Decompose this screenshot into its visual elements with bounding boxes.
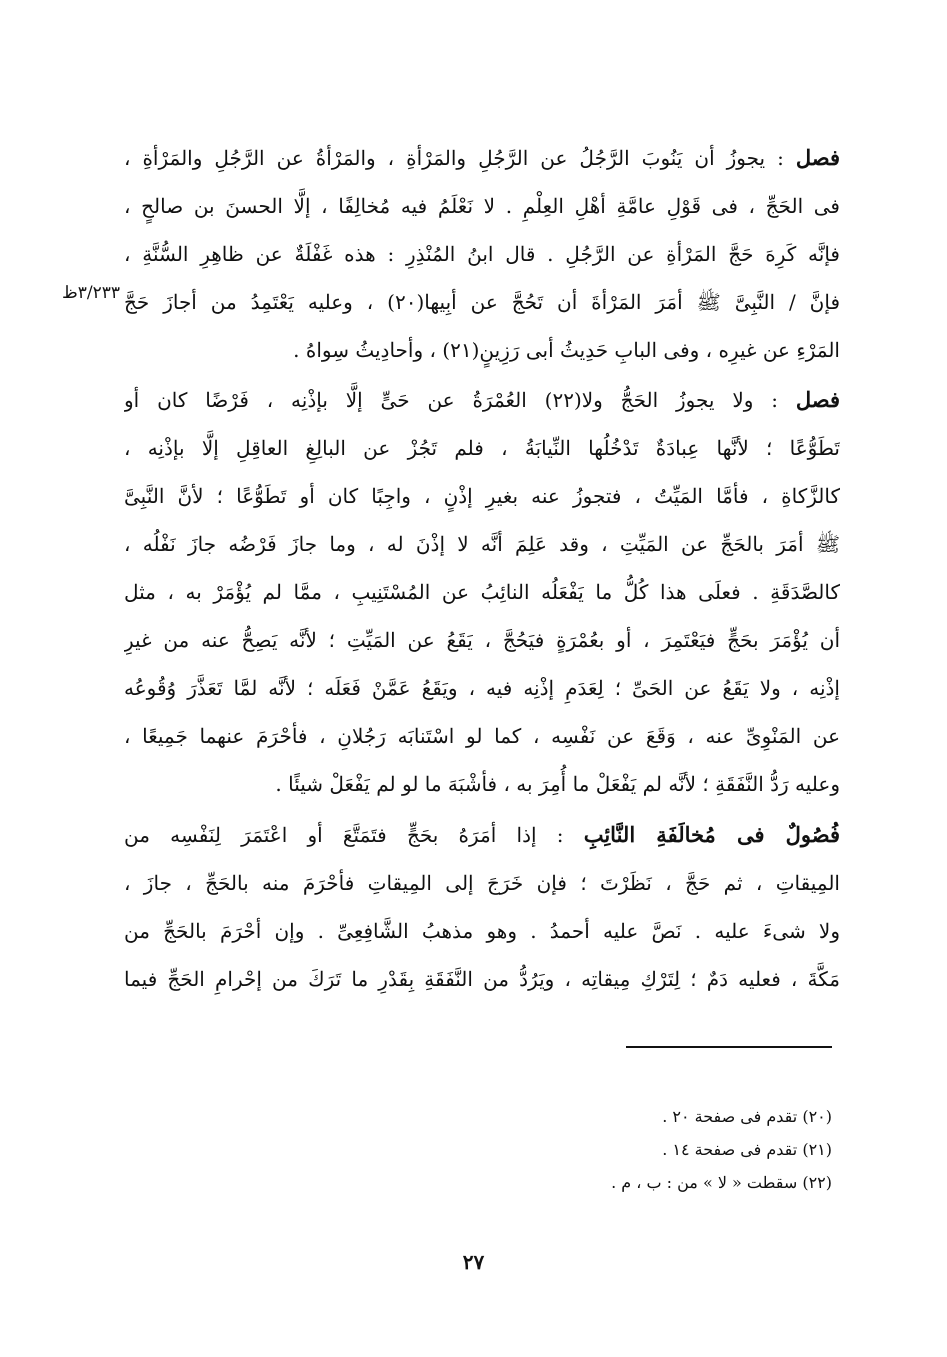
- footnote-divider: [626, 1046, 832, 1048]
- text-line: وعليه رَدُّ النَّفَقَةِ ؛ لأنَّه لم يَفْعَلْ ما أُمِرَ به ، فأشْبَهَ ما لو لم يَفْعَلْ شيئًا .: [275, 772, 840, 796]
- paragraph-2: [124, 376, 840, 808]
- text-line: ﷺ أمَرَ بالحَجِّ عن المَيِّتِ ، وقد عَلِمَ أنَّه لا إذْنَ له ، وما جازَ فَرْضُه جازَ نَفْلُه ،: [124, 532, 840, 556]
- paragraph-3: [124, 811, 840, 1003]
- footnotes: [611, 1100, 832, 1199]
- line-text: : يجوزُ أن يَنُوبَ الرَّجُلُ عن الرَّجُلِ والمَرْأةِ ، والمَرْأةُ عن الرَّجُلِ والمَرْأةِ ،: [124, 146, 784, 170]
- line-text: : إذا أمَرَهُ بحَجٍّ فتَمَتَّعَ أو اعْتَمَرَ لِنَفْسِه من: [124, 823, 564, 847]
- text-line: كالزَّكاةِ ، فأمَّا المَيِّتُ ، فتجوزُ عنه بغيرِ إذْنٍ ، واجِبًا كان أو تَطَوُّعًا ؛ لأنَّ النَّبِىَّ: [124, 484, 840, 508]
- section-heading: فصل: [795, 145, 840, 170]
- text-line: [124, 811, 840, 859]
- text-line: المِيقاتِ ، ثم حَجَّ ، نَظَرْتَ ؛ فإن خَرَجَ إلى المِيقاتِ فأحْرَمَ منه بالحَجِّ ، جازَ ،: [124, 871, 840, 895]
- text-line: [124, 134, 840, 182]
- paragraph-1: [124, 134, 840, 374]
- text-line: كالصَّدَقَةِ . فعلَى هذا كُلُّ ما يَفْعَلُه النائِبُ عن المُسْتَنِيبِ ، ممَّا لم يُؤْمَرْ به ، مثل: [124, 580, 840, 604]
- text-line: عن المَنْوِىِّ عنه ، وَقَعَ عن نَفْسِه ، كما لو اسْتَنابَه رَجُلانِ ، فأحْرَمَ عنهما جَمِيعًا ،: [124, 724, 840, 748]
- section-heading: فُصُولٌ فى مُخالَفَةِ النَّائِبِ: [583, 822, 840, 847]
- text-line: أن يُؤْمَرَ بحَجٍّ فيَعْتَمِرَ ، أو بعُمْرَةٍ فيَحُجَّ ، يَقَعُ عن المَيِّتِ ؛ لأنَّه يَصِحُّ عنه من غيرِ: [124, 628, 840, 652]
- margin-note: ٣/٢٣٣ظ: [62, 283, 120, 303]
- text-line: فى الحَجِّ ، فى قَوْلِ عامَّةِ أهْلِ العِلْمِ . لا نَعْلَمُ فيه مُخالِفًا ، إلَّا الحسنَ بن صالحٍ ،: [124, 194, 840, 218]
- text-line: إذْنِه ، ولا يَقَعُ عن الحَىِّ ؛ لِعَدَمِ إذْنِه فيه ، ويَقَعُ عَمَّنْ فَعَلَه ؛ لأنَّه لمَّا تَعَذَّرَ وُقُوعُه: [124, 676, 840, 700]
- footnote: (٢١) تقدم فى صفحة ١٤ .: [662, 1140, 832, 1159]
- text-line: فإنَّ / النَّبِىَّ ﷺ أمَرَ المَرْأةَ أن تَحُجَّ عن أبِيها(٢٠) ، وعليه يَعْتَمِدُ من أجازَ حَجَّ: [124, 290, 840, 314]
- section-heading: فصل: [795, 387, 840, 412]
- text-line: مَكَّةَ ، فعليه دَمٌ ؛ لِتَرْكِ مِيقاتِه ، ويَرُدُّ من النَّفَقَةِ بِقَدْرِ ما تَرَكَ من إحْرامِ الحَجِّ فيما: [124, 967, 840, 991]
- text-line: تَطَوُّعًا ؛ لأنَّها عِبادَةٌ تَدْخُلُها النِّيابَةُ ، فلم تَجُزْ عن البالِغِ العاقِلِ إلَّا بإذْنِه ،: [124, 436, 840, 460]
- footnote: (٢٢) سقطت « لا » من : ب ، م .: [611, 1173, 832, 1192]
- text-line: المَرْءِ عن غيرِه ، وفى البابِ حَدِيثُ أبى رَزِينٍ(٢١) ، وأحادِيثُ سِواهُ .: [293, 338, 840, 362]
- footnote: (٢٠) تقدم فى صفحة ٢٠ .: [662, 1107, 832, 1126]
- text-line: فإنَّه كَرِهَ حَجَّ المَرْأةِ عن الرَّجُلِ . قال ابنُ المُنْذِرِ : هذه غَفْلَةٌ عن ظاهِرِ السُّنَّةِ ،: [124, 242, 840, 266]
- page-number: ٢٧: [462, 1250, 485, 1274]
- text-line: [124, 376, 840, 424]
- text-line: ولا شىءَ عليه . نَصَّ عليه أحمدُ . وهو مذهبُ الشَّافِعِىِّ . وإن أحْرَمَ بالحَجِّ من: [124, 919, 840, 943]
- line-text: : ولا يجوزُ الحَجُّ ولا(٢٢) العُمْرَةُ عن حَىٍّ إلَّا بإذْنِه ، فَرْضًا كان أو: [124, 388, 778, 412]
